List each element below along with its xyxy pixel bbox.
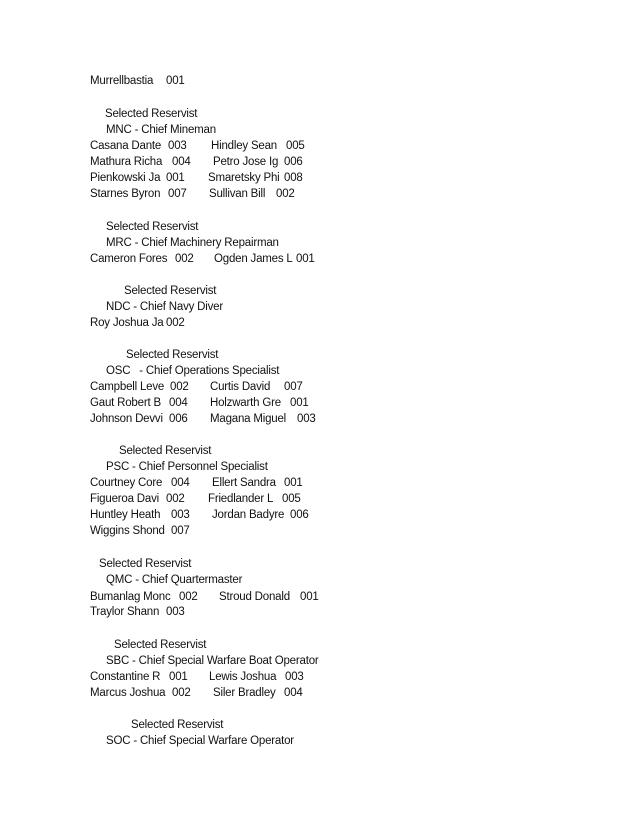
- member-code: 003: [297, 413, 316, 425]
- member-code: 004: [284, 687, 303, 699]
- member-name: Bumanlag Monc: [90, 591, 171, 603]
- member-name: Ogden James L: [214, 253, 293, 265]
- member-name: Murrellbastia: [90, 75, 154, 87]
- rating-heading: SBC - Chief Special Warfare Boat Operator: [106, 655, 319, 667]
- status-heading: Selected Reservist: [124, 285, 217, 297]
- member-code: 001: [169, 671, 188, 683]
- member-code: 006: [169, 413, 188, 425]
- member-name: Magana Miguel: [210, 413, 287, 425]
- status-heading: Selected Reservist: [119, 445, 212, 457]
- member-code: 005: [286, 140, 305, 152]
- member-code: 002: [166, 317, 185, 329]
- member-name: Gaut Robert B: [90, 397, 161, 409]
- member-code: 001: [284, 477, 303, 489]
- member-name: Hindley Sean: [211, 140, 278, 152]
- member-name: Sullivan Bill: [209, 188, 266, 200]
- member-code: 007: [171, 525, 190, 537]
- member-code: 001: [290, 397, 309, 409]
- member-name: Campbell Leve: [90, 381, 165, 393]
- member-name: Holzwarth Gre: [210, 397, 281, 409]
- member-name: Constantine R: [90, 671, 161, 683]
- member-code: 001: [296, 253, 315, 265]
- member-name: Lewis Joshua: [209, 671, 277, 683]
- member-name: Smaretsky Phi: [208, 172, 280, 184]
- member-code: 006: [284, 156, 303, 168]
- member-code: 001: [166, 172, 185, 184]
- member-name: Figueroa Davi: [90, 493, 159, 505]
- status-heading: Selected Reservist: [105, 108, 198, 120]
- member-code: 006: [290, 509, 309, 521]
- member-name: Cameron Fores: [90, 253, 168, 265]
- member-name: Friedlander L: [208, 493, 274, 505]
- member-code: 002: [170, 381, 189, 393]
- member-name: Starnes Byron: [90, 188, 161, 200]
- member-code: 003: [166, 606, 185, 618]
- status-heading: Selected Reservist: [126, 349, 219, 361]
- rating-heading: SOC - Chief Special Warfare Operator: [106, 735, 294, 747]
- member-name: Stroud Donald: [219, 591, 290, 603]
- member-name: Jordan Badyre: [212, 509, 285, 521]
- member-name: Siler Bradley: [213, 687, 276, 699]
- member-name: Pienkowski Ja: [90, 172, 161, 184]
- status-heading: Selected Reservist: [106, 221, 199, 233]
- status-heading: Selected Reservist: [114, 639, 207, 651]
- rating-heading: QMC - Chief Quartermaster: [106, 574, 243, 586]
- rating-heading: MRC - Chief Machinery Repairman: [106, 237, 279, 249]
- member-name: Casana Dante: [90, 140, 162, 152]
- member-name: Huntley Heath: [90, 509, 161, 521]
- member-name: Wiggins Shond: [90, 525, 165, 537]
- member-code: 004: [172, 156, 191, 168]
- member-code: 003: [285, 671, 304, 683]
- member-code: 007: [284, 381, 303, 393]
- member-code: 003: [171, 509, 190, 521]
- member-code: 001: [166, 75, 185, 87]
- member-code: 002: [172, 687, 191, 699]
- rating-heading: NDC - Chief Navy Diver: [106, 301, 224, 313]
- member-name: Johnson Devvi: [90, 413, 163, 425]
- member-name: Traylor Shann: [90, 606, 160, 618]
- member-code: 004: [169, 397, 188, 409]
- member-code: 002: [179, 591, 198, 603]
- member-name: Petro Jose Ig: [213, 156, 279, 168]
- member-name: Ellert Sandra: [212, 477, 276, 489]
- member-code: 002: [175, 253, 194, 265]
- status-heading: Selected Reservist: [131, 719, 224, 731]
- status-heading: Selected Reservist: [99, 558, 192, 570]
- member-name: Mathura Richa: [90, 156, 163, 168]
- member-code: 008: [284, 172, 303, 184]
- rating-heading: OSC - Chief Operations Specialist: [106, 365, 280, 377]
- member-code: 003: [168, 140, 187, 152]
- rating-heading: PSC - Chief Personnel Specialist: [106, 461, 268, 473]
- member-code: 005: [282, 493, 301, 505]
- member-name: Curtis David: [210, 381, 271, 393]
- member-code: 007: [168, 188, 187, 200]
- member-code: 004: [171, 477, 190, 489]
- member-code: 001: [300, 591, 319, 603]
- rating-heading: MNC - Chief Mineman: [106, 124, 216, 136]
- member-code: 002: [166, 493, 185, 505]
- member-name: Marcus Joshua: [90, 687, 166, 699]
- member-name: Courtney Core: [90, 477, 163, 489]
- member-name: Roy Joshua Ja: [90, 317, 164, 329]
- member-code: 002: [276, 188, 295, 200]
